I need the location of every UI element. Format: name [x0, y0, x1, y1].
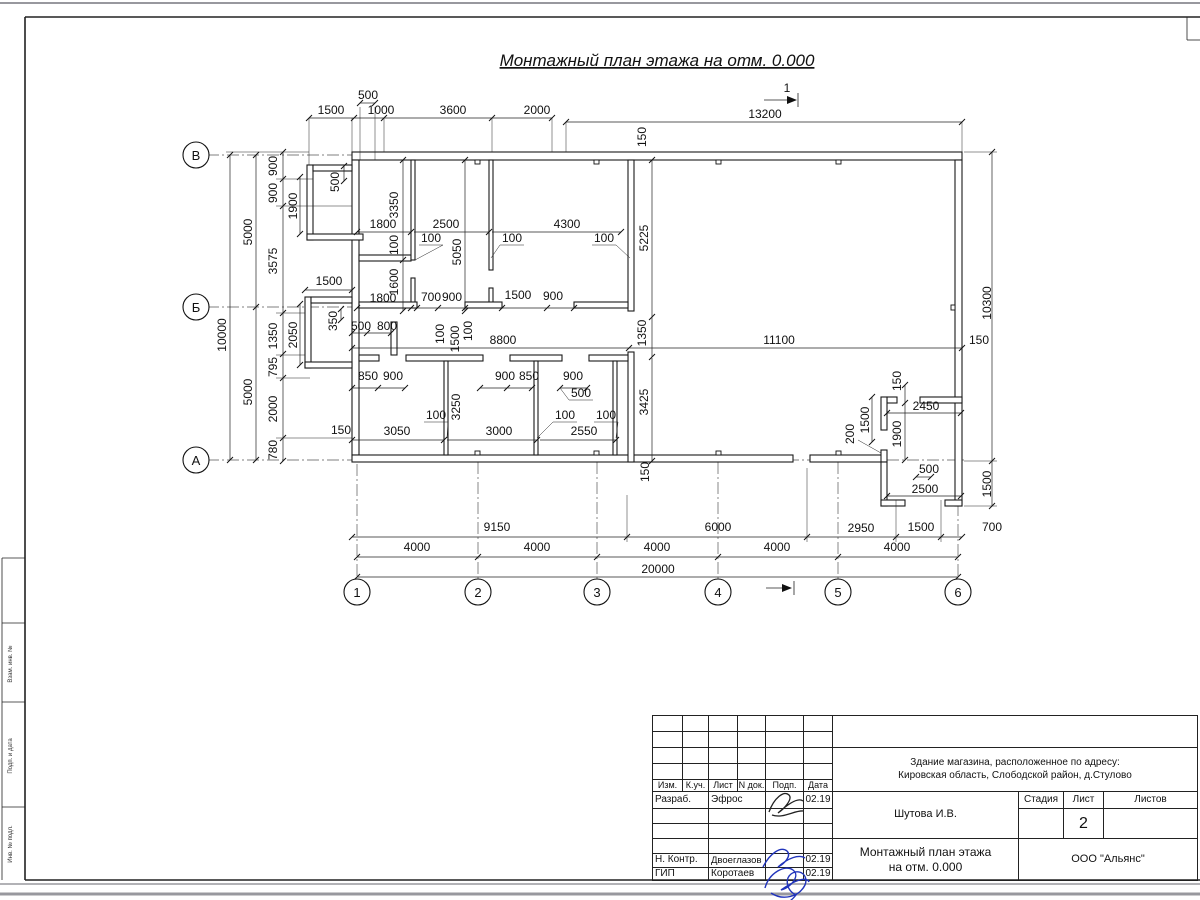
dimension-label: 1500 — [317, 103, 345, 117]
dimension-label: 3575 — [266, 247, 280, 275]
rev-header-data: Дата — [803, 779, 833, 792]
dimension-label: 2500 — [432, 217, 460, 231]
axis-row-v — [183, 142, 209, 168]
dimension-label: 900 — [266, 182, 280, 204]
dimension-label: 1500 — [858, 406, 872, 434]
dimension-label: 5225 — [637, 224, 651, 252]
building-walls — [305, 152, 962, 506]
rev-header-list: Лист — [708, 779, 738, 792]
dimension-label: 4000 — [763, 540, 791, 554]
project-description — [832, 747, 1198, 792]
axis-label: Б — [191, 300, 201, 315]
dimension-label: 1500 — [907, 520, 935, 534]
dimension-label: 850 — [357, 369, 379, 383]
axis-col-3 — [584, 579, 610, 605]
axis-row-b — [183, 294, 209, 320]
dimension-label: 1900 — [286, 192, 300, 220]
rev-header-izm: Изм. — [652, 779, 683, 792]
axis-col-2 — [465, 579, 491, 605]
dimension-label: 11100 — [763, 333, 795, 347]
sheet-header: Лист — [1063, 791, 1104, 809]
dimension-label: 100 — [420, 231, 442, 245]
svg-text:1: 1 — [783, 81, 791, 95]
dimension-label: 2000 — [523, 103, 551, 117]
axis-label: А — [191, 453, 201, 468]
staff-date: 02.19 — [803, 867, 833, 881]
staff-name: Двоеглазов — [708, 853, 766, 868]
dimension-label: 2550 — [570, 424, 598, 438]
dimension-label: 700 — [981, 520, 1003, 534]
dimension-label: 900 — [494, 369, 516, 383]
signature-gip — [765, 868, 809, 900]
dimension-label: 4000 — [523, 540, 551, 554]
dimension-label: 500 — [350, 319, 372, 333]
axis-label: 4 — [714, 585, 722, 600]
staff-role: ГИП — [652, 867, 709, 881]
axis-label: 1 — [353, 585, 361, 600]
dimension-label: 100 — [593, 231, 615, 245]
dimension-label: 100 — [554, 408, 576, 422]
axis-col-6 — [945, 579, 971, 605]
axis-label: 3 — [593, 585, 601, 600]
dimension-label: 850 — [518, 369, 540, 383]
dimension-label: 5000 — [241, 218, 255, 246]
rev-header-podp: Подп. — [765, 779, 804, 792]
dimension-label: 1000 — [367, 103, 395, 117]
staff-role: Разраб. — [652, 791, 709, 809]
dimension-label: 150 — [890, 370, 904, 392]
margin-label: Инв. № подл. — [8, 825, 14, 863]
dimension-label: 2000 — [266, 395, 280, 423]
dimension-label: 2050 — [286, 321, 300, 349]
margin-label: Подп. и дата — [8, 738, 14, 774]
dimension-label: 1500 — [504, 288, 532, 302]
dimension-label: 900 — [266, 155, 280, 177]
axis-label: 6 — [954, 585, 962, 600]
dimension-label: 4000 — [883, 540, 911, 554]
dimension-label: 5000 — [241, 378, 255, 406]
dimension-label: 100 — [387, 234, 401, 256]
dimension-label: 3600 — [439, 103, 467, 117]
rev-header-kuch: К.уч. — [682, 779, 709, 792]
dimension-label: 3350 — [387, 191, 401, 219]
dimension-label: 1900 — [890, 420, 904, 448]
axis-label: В — [191, 148, 201, 163]
dimension-label: 100 — [425, 408, 447, 422]
dimension-label: 150 — [968, 333, 990, 347]
dimension-label: 2950 — [847, 521, 875, 535]
dimension-label: 3000 — [485, 424, 513, 438]
dimension-label: 500 — [570, 386, 592, 400]
dimension-label: 500 — [918, 462, 940, 476]
dimension-label: 795 — [266, 356, 280, 378]
dimension-label: 1500 — [315, 274, 343, 288]
axis-label: 2 — [474, 585, 482, 600]
margin-stamp-boxes — [2, 558, 25, 880]
dimension-label: 4000 — [403, 540, 431, 554]
dimension-label: 500 — [357, 88, 379, 102]
dimension-label: 100 — [595, 408, 617, 422]
dimension-label: 4000 — [643, 540, 671, 554]
staff-date: 02.19 — [803, 791, 833, 809]
dimension-label: 1350 — [635, 319, 649, 347]
signature-nkontr — [763, 849, 805, 867]
staff-role: Н. Контр. — [652, 853, 709, 868]
dimension-label: 2450 — [912, 399, 940, 413]
section-mark-top — [764, 81, 798, 107]
dimension-label: 500 — [328, 171, 342, 193]
designer-name: Шутова И.В. — [832, 791, 1019, 839]
project-line1: Здание магазина, расположенное по адресу: — [910, 757, 1120, 768]
axis-col-4 — [705, 579, 731, 605]
staff-name: Коротаев — [708, 867, 766, 881]
dimension-label: 1500 — [448, 325, 462, 353]
dimension-label: 100 — [501, 231, 523, 245]
dimension-label: 700 — [420, 290, 442, 304]
sheet-number: 2 — [1063, 808, 1104, 839]
rev-header-ndok: N док. — [737, 779, 766, 792]
axis-col-5 — [825, 579, 851, 605]
staff-name: Эфрос — [708, 791, 766, 809]
dimension-label: 1500 — [980, 470, 994, 498]
dimension-label: 100 — [461, 320, 475, 342]
signatures-overlay — [755, 780, 825, 900]
signature-razrab — [769, 794, 803, 817]
dimension-label: 1600 — [387, 268, 401, 296]
dimension-label: 780 — [266, 439, 280, 461]
staff-date: 02.19 — [803, 853, 833, 868]
axis-row-a — [183, 447, 209, 473]
axis-label: 5 — [834, 585, 842, 600]
drawing-title-line2: на отм. 0.000 — [888, 859, 963, 874]
dimension-label: 4300 — [553, 217, 581, 231]
dimension-label: 2500 — [911, 482, 939, 496]
axis-col-1 — [344, 579, 370, 605]
sheets-header: Листов — [1103, 791, 1198, 809]
dimension-label: 8800 — [489, 333, 517, 347]
dimension-label: 10000 — [215, 318, 229, 352]
dimension-label: 900 — [441, 290, 463, 304]
dimension-label: 150 — [638, 461, 652, 483]
dimension-label: 350 — [326, 310, 340, 332]
dimension-label: 900 — [542, 289, 564, 303]
dimension-label: 150 — [635, 126, 649, 148]
drawing-title-cell — [832, 838, 1019, 881]
company-name: ООО "Альянс" — [1018, 838, 1198, 881]
dimension-label: 3250 — [449, 393, 463, 421]
dimension-label: 1800 — [369, 291, 397, 305]
dimension-label: 6000 — [704, 520, 732, 534]
margin-label: Взам. инв. № — [8, 645, 14, 683]
drawing-title: Монтажный план этажа на отм. 0.000 — [499, 51, 815, 70]
dimension-label: 150 — [330, 423, 352, 437]
project-line2: Кировская область, Слободской район, д.Стулово — [898, 769, 1132, 781]
dimension-label: 800 — [376, 319, 398, 333]
dimension-label: 1350 — [266, 322, 280, 350]
dimension-label: 3050 — [383, 424, 411, 438]
dimension-label: 3425 — [637, 388, 651, 416]
dimension-lines — [230, 103, 992, 577]
section-mark-bottom — [766, 581, 794, 595]
stage-header: Стадия — [1018, 791, 1064, 809]
dimension-label: 100 — [433, 323, 447, 345]
dimension-label: 200 — [843, 423, 857, 445]
dimension-label: 900 — [382, 369, 404, 383]
dimension-label: 10300 — [980, 286, 994, 320]
dimension-label: 20000 — [641, 562, 675, 576]
title-block — [652, 715, 1200, 881]
dimension-label: 1800 — [369, 217, 397, 231]
dimension-label: 900 — [562, 369, 584, 383]
dimension-label: 9150 — [483, 520, 511, 534]
dimension-label: 13200 — [748, 107, 782, 121]
dimension-label: 5050 — [450, 238, 464, 266]
drawing-title-line1: Монтажный план этажа — [859, 844, 992, 859]
